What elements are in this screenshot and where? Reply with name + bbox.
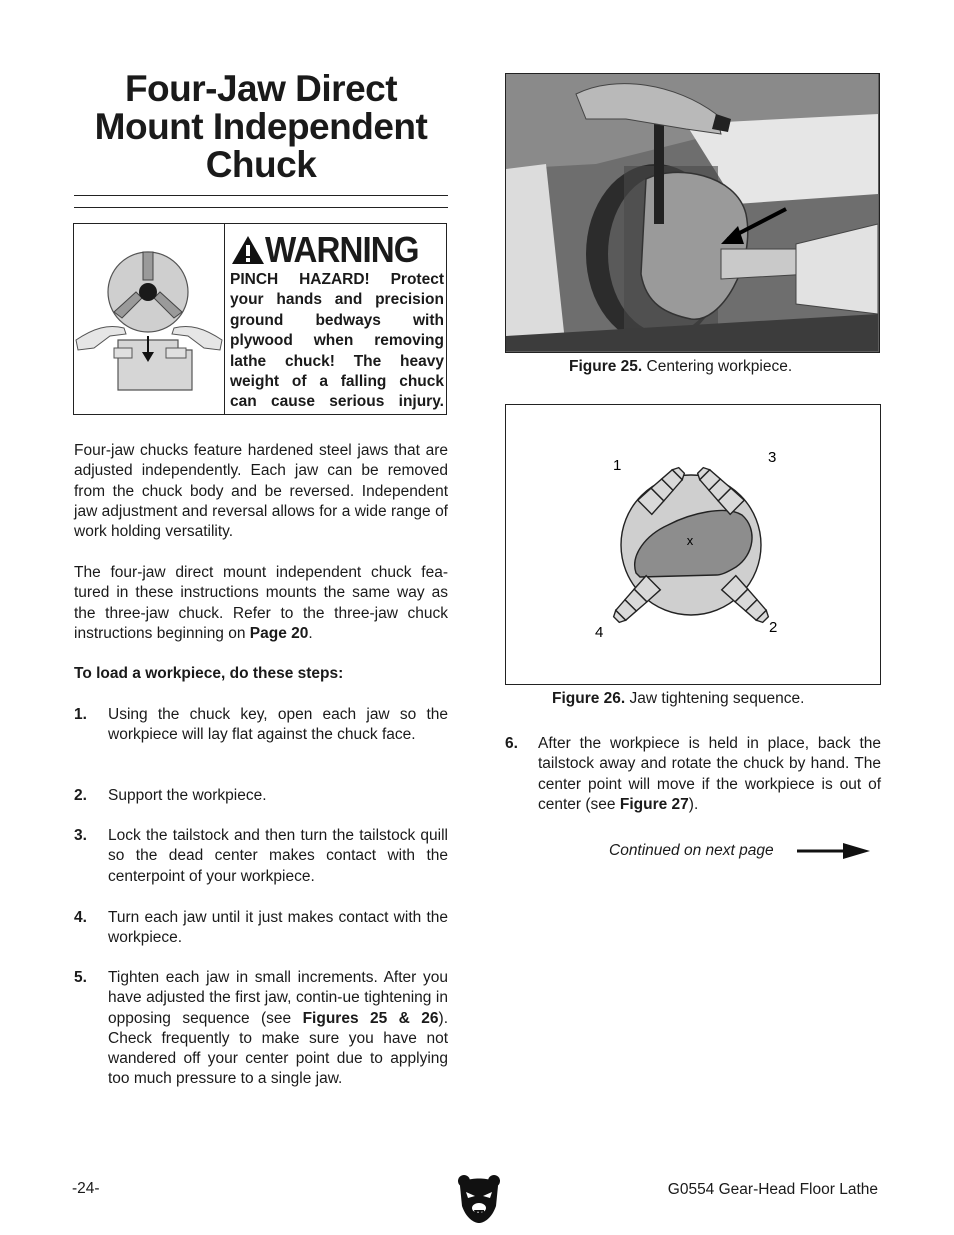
step-number: 2. xyxy=(74,787,87,804)
step-number: 3. xyxy=(74,827,87,844)
step-1 xyxy=(74,705,448,746)
model-name: G0554 Gear-Head Floor Lathe xyxy=(667,1181,878,1198)
step-3 xyxy=(74,826,448,887)
title-rule-bottom xyxy=(74,207,448,208)
figure-25-caption: Figure 25. Centering workpiece. xyxy=(569,358,793,375)
step-number: 1. xyxy=(74,706,87,723)
jaw-label-2: 2 xyxy=(769,619,778,636)
step-number: 6. xyxy=(505,735,518,752)
jaw-sequence-diagram xyxy=(506,405,879,683)
warning-message xyxy=(230,270,444,413)
page-reference: Page 20 xyxy=(249,624,309,642)
title-rule-top xyxy=(74,195,448,196)
right-arrow-icon xyxy=(797,842,871,860)
figure-reference: Figures 25 & 26 xyxy=(302,1009,439,1027)
step-text: After the workpiece is held in place, back the tailstock away and rotate the chuck by hand. The center point will move if the workpiece is out of center (see Figure 27). xyxy=(538,735,881,813)
warning-box xyxy=(73,223,447,415)
figure-26-diagram xyxy=(505,404,881,685)
warning-line: can cause serious injury. xyxy=(230,393,444,411)
jaw-label-4: 4 xyxy=(595,624,604,641)
step-2 xyxy=(74,786,448,806)
steps-heading: To load a workpiece, do these steps: xyxy=(74,665,344,682)
warning-triangle-icon xyxy=(231,234,265,266)
bear-head-logo xyxy=(456,1172,502,1224)
pinch-hazard-illustration xyxy=(74,224,224,414)
figure-26-caption: Figure 26. Jaw tightening sequence. xyxy=(552,690,805,707)
figure-label: Figure 26. xyxy=(552,690,626,707)
warning-line: your hands and precision xyxy=(230,291,444,309)
center-mark: x xyxy=(686,533,694,548)
step-number: 5. xyxy=(74,969,87,986)
warning-divider xyxy=(224,224,225,414)
warning-line: ground bedways with xyxy=(230,311,444,329)
step-text: Tighten each jaw in small increments. After you have adjusted the first jaw, contin-ue tightening in opposing sequence (see Figures 25 & 26). Check frequently to make sure you have not wandered off your center point due to applying too much pressure to a single jaw. xyxy=(108,969,448,1088)
jaw-label-3: 3 xyxy=(768,449,777,466)
title-line-2: Mount Independent xyxy=(94,106,428,147)
title-line-1: Four-Jaw Direct xyxy=(124,68,398,109)
step-6 xyxy=(505,734,881,815)
warning-line: plywood when removing xyxy=(230,332,444,350)
step-text: Lock the tailstock and then turn the tailstock quill so the dead center makes contact with the centerpoint of your workpiece. xyxy=(108,827,448,885)
figure-25-photo xyxy=(505,73,880,353)
page-number: -24- xyxy=(72,1180,100,1197)
warning-line: PINCH HAZARD! Protect xyxy=(230,271,444,288)
intro-paragraph-1: Four-jaw chucks feature hardened steel jaws that are adjusted independently. Each jaw can be removed from the chuck body and be reversed. Independent jaw adjustment and reversal allows for a wide range of work holding versatility. xyxy=(74,442,448,541)
step-text: Turn each jaw until it just makes contact with the workpiece. xyxy=(108,909,448,947)
warning-word: WARNING xyxy=(265,229,419,270)
warning-line: lathe chuck! The heavy xyxy=(230,352,444,370)
step-text: Support the workpiece. xyxy=(108,787,267,804)
warning-heading xyxy=(231,230,432,270)
figure-reference: Figure 27 xyxy=(619,795,689,813)
step-text: Using the chuck key, open each jaw so the workpiece will lay flat against the chuck face. xyxy=(108,706,448,744)
figure-label: Figure 25. xyxy=(569,358,643,375)
page-title xyxy=(74,70,448,184)
step-4 xyxy=(74,908,448,949)
intro-paragraph-2: The four-jaw direct mount independent chuck fea-tured in these instructions mounts the same way as the three-jaw chuck. Refer to the three-jaw chuck instructions beginning on Page 20. xyxy=(74,564,448,642)
continued-note: Continued on next page xyxy=(609,842,774,859)
step-number: 4. xyxy=(74,909,87,926)
step-5 xyxy=(74,968,448,1090)
title-line-3: Chuck xyxy=(205,144,317,185)
jaw-label-1: 1 xyxy=(613,457,622,474)
warning-line: weight of a falling chuck xyxy=(230,373,444,391)
